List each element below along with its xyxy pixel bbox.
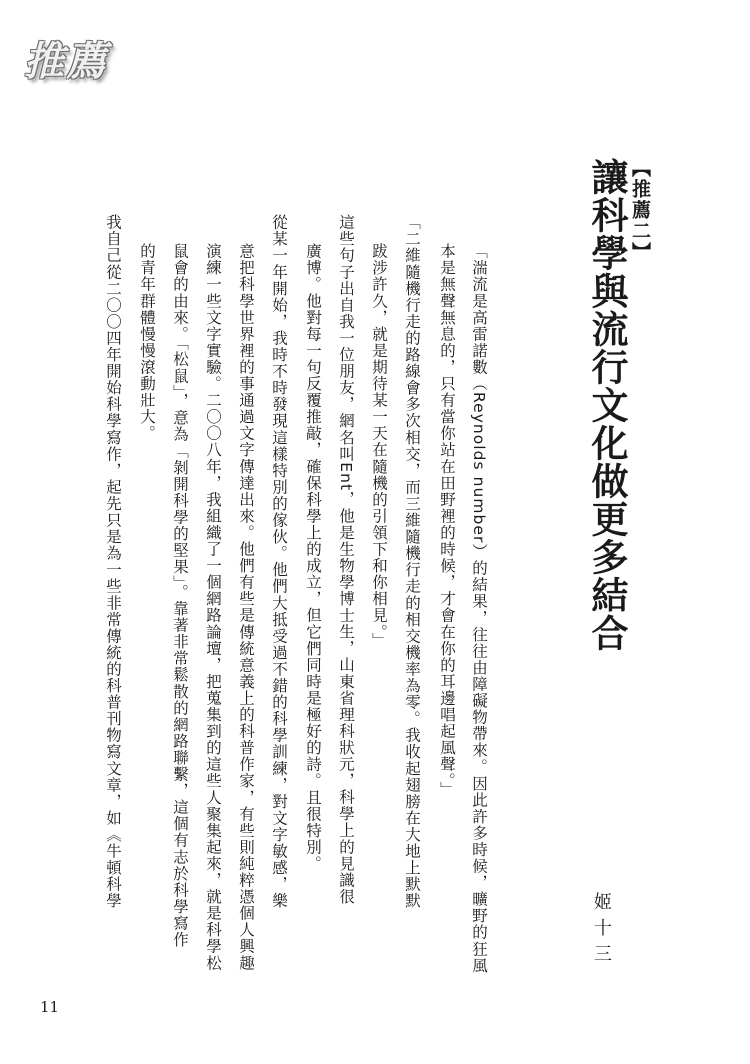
- page-number: 11: [40, 998, 60, 1016]
- body-line: 「湍流是高雷諾數（Reynolds number）的結果，往往由障礙物帶來。因此許多時候，曠野的狂風: [470, 243, 488, 974]
- body-line: 廣博。他對每一句反覆推敲，確保科學上的成立，但它們同時是極好的詩。且很特別。: [304, 243, 322, 872]
- body-line: 演練一些文字實驗。二〇〇八年，我組織了一個網路論壇，把蒐集到的這些人聚集起來，就是科學松: [204, 243, 222, 972]
- body-line: 意把科學世界裡的事通過文字傳達出來。他們有些是傳統意義上的科普作家，有些則純粹憑個人興趣: [237, 243, 255, 972]
- body-line: 跋涉許久，就是期待某一天在隨機的引領下和你相見。」: [370, 243, 388, 649]
- body-line: 的青年群體慢慢滾動壯大。: [138, 243, 156, 442]
- body-line: 這些句子出自我一位朋友，網名叫Ent，他是生物學博士生，山東省理科狀元，科學上的見識很: [337, 214, 355, 905]
- body-line: 從某一年開始，我時不時發現這樣特別的傢伙。他們大抵受過不錯的科學訓練，對文字敏感，樂: [270, 214, 288, 910]
- series-label: 【推薦二】: [629, 158, 651, 263]
- body-line: 「二維隨機行走的路線會多次相交，而三維隨機行走的相交機率為零。我收起翅膀在大地上默默: [403, 214, 421, 910]
- article-title: 讓科學與流行文化做更多結合: [585, 158, 629, 652]
- body-line: 鼠會的由來。「松鼠」，意為「剝開科學的堅果」。靠著非常鬆散的網路聯繫，這個有志於科學寫作: [171, 243, 189, 948]
- section-corner-label: 推薦: [24, 38, 108, 85]
- body-line: 本是無聲無息的，只有當你站在田野裡的時候，才會在你的耳邊唱起風聲。」: [438, 243, 456, 798]
- author-name: 姬十三: [591, 892, 612, 970]
- body-line: 我自己從二〇〇四年開始科學寫作，起先只是為一些非常傳統的科普刊物寫文章，如《牛頓科學: [104, 214, 122, 910]
